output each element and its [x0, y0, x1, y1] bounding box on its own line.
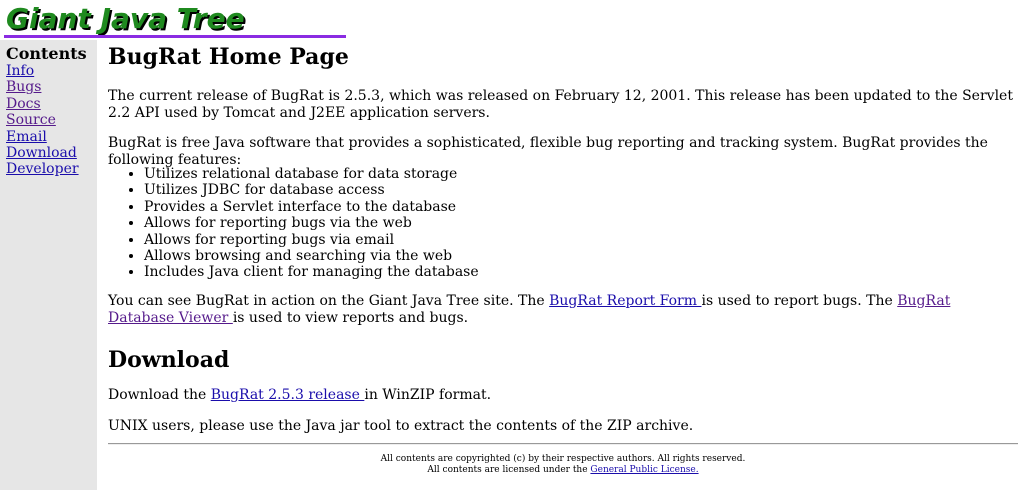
action-paragraph	[108, 293, 1013, 327]
sidebar-nav	[6, 63, 79, 178]
footer	[108, 454, 1018, 476]
license-line	[108, 465, 1018, 476]
report-form-link[interactable]: BugRat Report Form	[549, 293, 702, 309]
unix-note: UNIX users, please use the Java jar tool to extract the contents of the ZIP archive.	[108, 418, 694, 434]
sidebar-title: Contents	[6, 44, 87, 63]
download-text: Download the	[108, 387, 211, 403]
download-heading: Download	[108, 347, 230, 373]
page-title: BugRat Home Page	[108, 44, 349, 70]
database-viewer-link[interactable]: BugRat Database Viewer	[108, 293, 951, 326]
list-item: • Provides a Servlet interface to the database	[144, 199, 479, 215]
list-item: • Includes Java client for managing the database	[144, 264, 479, 280]
sidebar-item-email[interactable]: Email	[6, 128, 47, 145]
sidebar-item-developer[interactable]: Developer	[6, 161, 79, 178]
list-item: • Allows for reporting bugs via email	[144, 232, 479, 248]
sidebar	[0, 40, 97, 490]
sidebar-item-docs[interactable]: Docs	[6, 95, 41, 112]
sidebar-item-bugs[interactable]: Bugs	[6, 79, 42, 96]
list-item: • Allows browsing and searching via the web	[144, 248, 479, 264]
about-paragraph: BugRat is free Java software that provides a sophisticated, flexible bug reporting and tracking system. BugRat provides the following features:	[108, 135, 988, 168]
site-logo[interactable]	[0, 0, 348, 40]
logo-text: Giant Java Tree	[6, 2, 245, 35]
footer-divider	[108, 443, 1018, 445]
sidebar-item-download[interactable]: Download	[6, 145, 77, 162]
action-text: You can see BugRat in action on the Giant Java Tree site. The	[108, 293, 550, 309]
license-text: All contents are licensed under the	[427, 465, 591, 475]
license-link[interactable]: General Public License.	[590, 465, 699, 475]
list-item: • Utilizes relational database for data storage	[144, 166, 479, 182]
download-paragraph	[108, 387, 491, 404]
logo-underline	[4, 35, 346, 38]
feature-list	[108, 166, 479, 281]
list-item: • Allows for reporting bugs via the web	[144, 215, 479, 231]
action-text: is used to view reports and bugs.	[232, 310, 469, 326]
intro-paragraph: The current release of BugRat is 2.5.3, which was released on February 12, 2001. This release has been updated to the Servlet 2.2 API used by Tomcat and J2EE application servers.	[108, 88, 1013, 121]
release-download-link[interactable]: BugRat 2.5.3 release	[210, 387, 365, 403]
download-text: in WinZIP format.	[364, 387, 492, 403]
copyright-text: All contents are copyrighted (c) by their respective authors. All rights reserved.	[380, 454, 746, 464]
sidebar-item-source[interactable]: Source	[6, 112, 56, 129]
action-text: is used to report bugs. The	[701, 293, 898, 309]
list-item: • Utilizes JDBC for database access	[144, 182, 479, 198]
sidebar-item-info[interactable]: Info	[6, 63, 35, 79]
